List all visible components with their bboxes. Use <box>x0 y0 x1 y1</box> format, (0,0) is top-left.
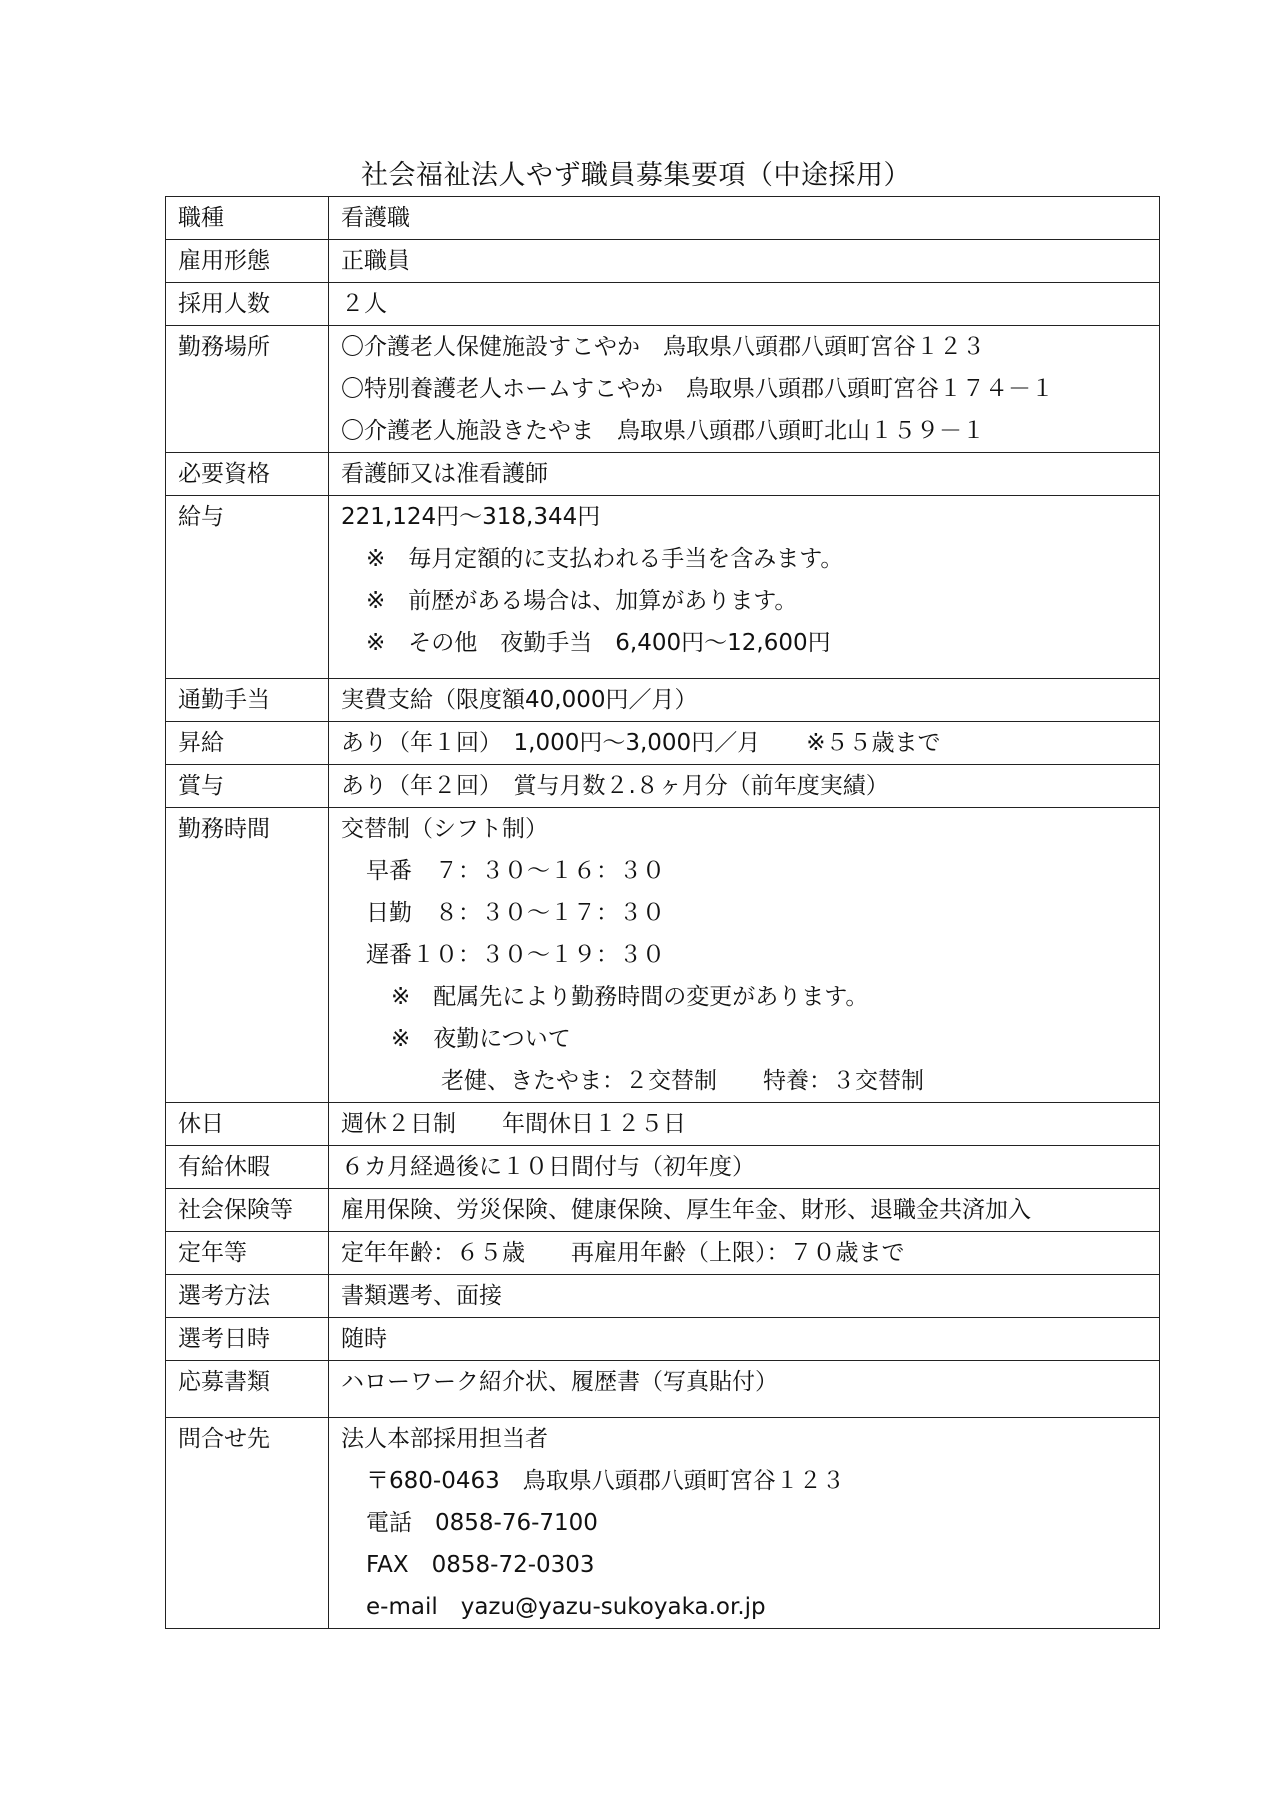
note-line: ※ 前歴がある場合は、加算があります。 <box>366 588 798 614</box>
row-job-type <box>166 197 1160 240</box>
row-value <box>329 1361 1160 1418</box>
value-line: 週休２日制 年間休日１２５日 <box>341 1111 686 1137</box>
row-label: 有給休暇 <box>166 1146 329 1189</box>
row-label: 必要資格 <box>166 453 329 496</box>
row-employment <box>166 240 1160 283</box>
row-holidays <box>166 1103 1160 1146</box>
row-label: 採用人数 <box>166 283 329 326</box>
recruitment-table <box>165 196 1160 1629</box>
row-contact <box>166 1418 1160 1629</box>
value-line: 看護職 <box>341 205 410 231</box>
row-value <box>329 240 1160 283</box>
value-line: 法人本部採用担当者 <box>341 1426 548 1452</box>
value-line: あり（年２回） 賞与月数２.８ヶ月分（前年度実績） <box>341 773 889 799</box>
row-hours <box>166 808 1160 1103</box>
row-paid-leave <box>166 1146 1160 1189</box>
value-line: ６カ月経過後に１０日間付与（初年度） <box>341 1154 755 1180</box>
row-label: 勤務時間 <box>166 808 329 1103</box>
row-selection-date <box>166 1318 1160 1361</box>
row-bonus <box>166 765 1160 808</box>
row-documents <box>166 1361 1160 1418</box>
row-label: 選考方法 <box>166 1275 329 1318</box>
row-value <box>329 496 1160 679</box>
row-label: 通勤手当 <box>166 679 329 722</box>
document-title: 社会福祉法人やず職員募集要項（中途採用） <box>361 160 911 191</box>
value-line: 書類選考、面接 <box>341 1283 502 1309</box>
row-label: 問合せ先 <box>166 1418 329 1629</box>
shift-line: 遅番１０：３０～１９：３０ <box>366 942 665 968</box>
row-label: 雇用形態 <box>166 240 329 283</box>
note-line: ※ 配属先により勤務時間の変更があります。 <box>391 984 869 1010</box>
note-line: ※ 夜勤について <box>391 1026 571 1052</box>
fax-line: FAX 0858-72-0303 <box>366 1552 595 1578</box>
value-line: 正職員 <box>341 248 410 274</box>
note-line: ※ その他 夜勤手当 6,400円～12,600円 <box>366 630 831 656</box>
note-detail-line: 老健、きたやま：２交替制 特養：３交替制 <box>441 1068 924 1094</box>
row-salary <box>166 496 1160 679</box>
email-line: e-mail yazu@yazu-sukoyaka.or.jp <box>366 1594 766 1620</box>
row-value <box>329 197 1160 240</box>
row-value <box>329 808 1160 1103</box>
row-selection-method <box>166 1275 1160 1318</box>
row-value <box>329 1418 1160 1629</box>
row-retirement <box>166 1232 1160 1275</box>
row-label: 昇給 <box>166 722 329 765</box>
value-line: 看護師又は准看護師 <box>341 461 548 487</box>
shift-line: 日勤 ８：３０～１７：３０ <box>366 900 665 926</box>
row-headcount <box>166 283 1160 326</box>
row-value <box>329 453 1160 496</box>
shift-line: 早番 ７：３０～１６：３０ <box>366 858 665 884</box>
value-line: 実費支給（限度額40,000円／月） <box>341 687 698 713</box>
phone-line: 電話 0858-76-7100 <box>366 1510 598 1536</box>
value-line: ２人 <box>341 291 387 317</box>
value-line: 〇介護老人施設きたやま 鳥取県八頭郡八頭町北山１５９－１ <box>341 418 985 444</box>
value-line: あり（年１回） 1,000円～3,000円／月 ※５５歳まで <box>341 730 941 756</box>
row-value <box>329 1318 1160 1361</box>
value-line: 随時 <box>341 1326 387 1352</box>
value-line: 〇特別養護老人ホームすこやか 鳥取県八頭郡八頭町宮谷１７４－１ <box>341 376 1054 402</box>
row-commute <box>166 679 1160 722</box>
row-raise <box>166 722 1160 765</box>
row-value <box>329 1146 1160 1189</box>
value-line: 221,124円～318,344円 <box>341 504 601 530</box>
row-value <box>329 1232 1160 1275</box>
row-value <box>329 1189 1160 1232</box>
row-label: 応募書類 <box>166 1361 329 1418</box>
value-line: 定年年齢：６５歳 再雇用年齢（上限）：７０歳まで <box>341 1240 905 1266</box>
row-value <box>329 1103 1160 1146</box>
value-line: 〇介護老人保健施設すこやか 鳥取県八頭郡八頭町宮谷１２３ <box>341 334 985 360</box>
row-label: 職種 <box>166 197 329 240</box>
row-label: 社会保険等 <box>166 1189 329 1232</box>
value-line: 交替制（シフト制） <box>341 816 548 842</box>
value-line: 雇用保険、労災保険、健康保険、厚生年金、財形、退職金共済加入 <box>341 1197 1031 1223</box>
row-value <box>329 283 1160 326</box>
row-insurance <box>166 1189 1160 1232</box>
address-line: 〒680-0463 鳥取県八頭郡八頭町宮谷１２３ <box>366 1468 845 1494</box>
row-label: 勤務場所 <box>166 326 329 453</box>
row-workplace <box>166 326 1160 453</box>
row-value <box>329 1275 1160 1318</box>
value-line: ハローワーク紹介状、履歴書（写真貼付） <box>341 1369 778 1395</box>
row-label: 選考日時 <box>166 1318 329 1361</box>
row-value <box>329 722 1160 765</box>
row-value <box>329 326 1160 453</box>
row-value <box>329 679 1160 722</box>
note-line: ※ 毎月定額的に支払われる手当を含みます。 <box>366 546 844 572</box>
row-label: 定年等 <box>166 1232 329 1275</box>
row-label: 賞与 <box>166 765 329 808</box>
row-value <box>329 765 1160 808</box>
row-qualification <box>166 453 1160 496</box>
row-label: 休日 <box>166 1103 329 1146</box>
row-label: 給与 <box>166 496 329 679</box>
